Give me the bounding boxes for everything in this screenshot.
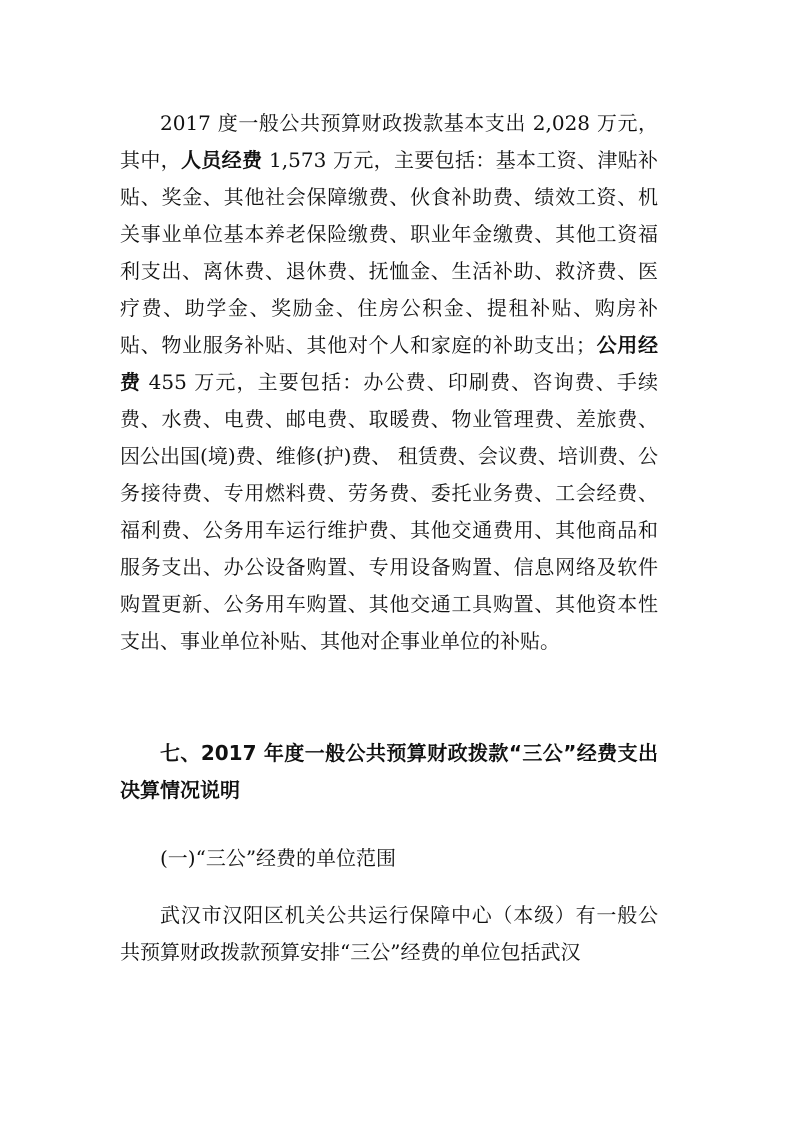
- subsection-heading: (一)“三公”经费的单位范围: [160, 846, 397, 870]
- public-expense-label: 公用经费: [120, 333, 659, 394]
- scope-paragraph: 武汉市汉阳区机关公共运行保障中心（本级）有一般公共预算财政拨款预算安排“三公”经费的单位包括武汉: [120, 903, 658, 964]
- public-expense-text: 455 万元，主要包括：办公费、印刷费、咨询费、手续费、水费、电费、邮电费、取暖费、物业管理费、差旅费、因公出国(境)费、维修(护)费、 租赁费、会议费、培训费、公务接待费、专用燃料费、劳务费、委托业务费、工会经费、福利费、公务用车运行维护费、其他交通费用、其他商品和服务支出、办公设备购置、专用设备购置、信息网络及软件购置更新、公务用车购置、其他交通工具购置、其他资本性支出、事业单位补贴、其他对企事业单位的补贴。: [120, 370, 659, 653]
- expenditure-paragraph: [120, 105, 658, 660]
- personnel-expense-text: 1,573 万元，主要包括：基本工资、津贴补贴、奖金、其他社会保障缴费、伙食补助费、绩效工资、机关事业单位基本养老保险缴费、职业年金缴费、其他工资福利支出、离休费、退休费、抚恤金、生活补助、救济费、医疗费、助学金、奖励金、住房公积金、提租补贴、购房补贴、物业服务补贴、其他对个人和家庭的补助支出；: [120, 148, 659, 357]
- personnel-expense-label: 人员经费: [181, 148, 263, 172]
- section-heading: 七、2017 年度一般公共预算财政拨款“三公”经费支出决算情况说明: [120, 741, 658, 802]
- paragraph-intro: 2017 度一般公共预算财政拨款基本支出 2,028 万元，其中，: [120, 111, 658, 172]
